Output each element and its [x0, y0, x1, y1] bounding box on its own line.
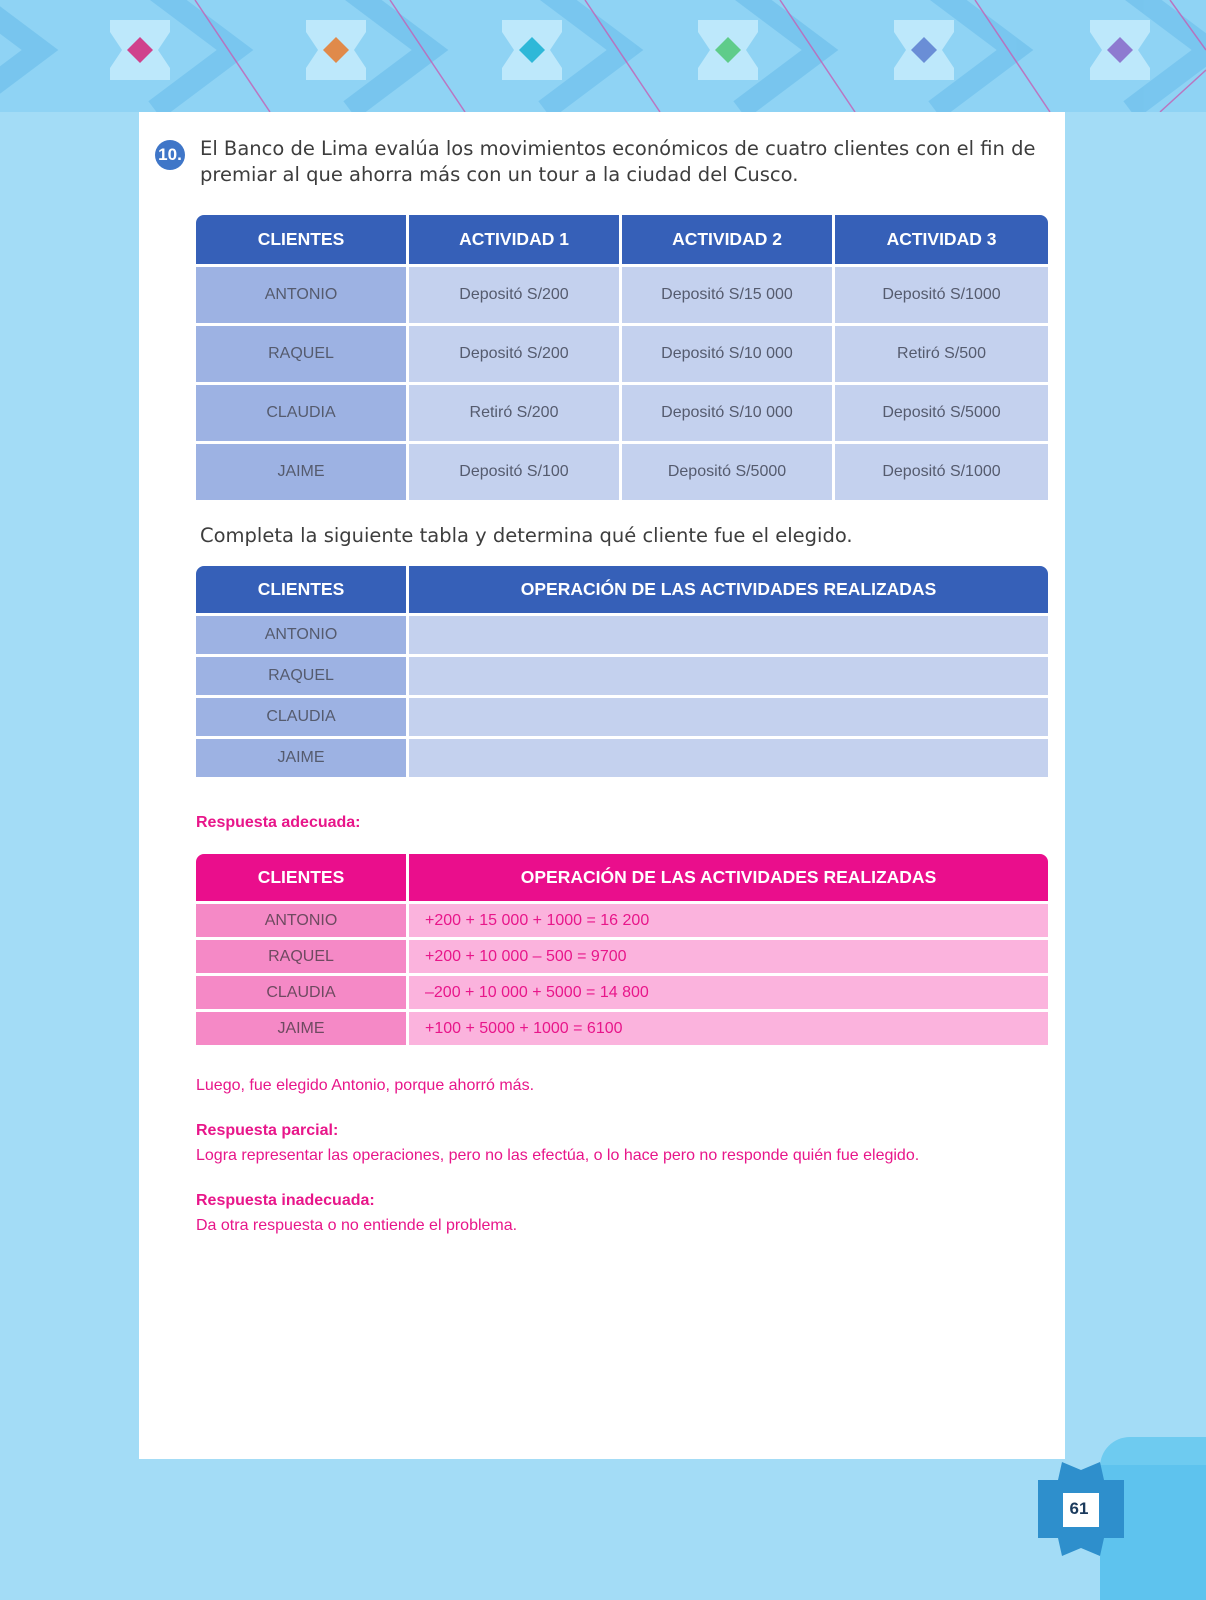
table-row: [196, 382, 1048, 441]
table-cell: Depositó S/10 000: [622, 323, 835, 382]
client-cell: RAQUEL: [196, 654, 409, 695]
table-row: [196, 441, 1048, 500]
answer-table: [196, 854, 1048, 1045]
table-row: [196, 323, 1048, 382]
movements-table: [196, 215, 1048, 500]
client-cell: ANTONIO: [196, 613, 409, 654]
client-cell: JAIME: [196, 441, 409, 500]
operations-table: [196, 566, 1048, 777]
client-cell: ANTONIO: [196, 901, 409, 937]
table-cell: Depositó S/10 000: [622, 382, 835, 441]
client-cell: JAIME: [196, 1009, 409, 1045]
inadequate-answer-label: Respuesta inadecuada:: [196, 1192, 375, 1209]
operation-cell[interactable]: [409, 695, 1048, 736]
table-row: [196, 654, 1048, 695]
question-text: El Banco de Lima evalúa los movimientos económicos de cuatro clientes con el fin de premiar al que ahorra más con un tour a la ciudad del Cusco.: [200, 137, 1036, 186]
table-header-row: [196, 566, 1048, 613]
client-cell: ANTONIO: [196, 264, 409, 323]
operation-cell: –200 + 10 000 + 5000 = 14 800: [409, 973, 1048, 1009]
column-header: OPERACIÓN DE LAS ACTIVIDADES REALIZADAS: [409, 566, 1048, 613]
client-cell: CLAUDIA: [196, 382, 409, 441]
operation-cell: +200 + 10 000 – 500 = 9700: [409, 937, 1048, 973]
client-cell: JAIME: [196, 736, 409, 777]
table-cell: Depositó S/15 000: [622, 264, 835, 323]
worksheet-page: [139, 112, 1065, 1459]
table-cell: Depositó S/5000: [835, 382, 1048, 441]
column-header: ACTIVIDAD 2: [622, 215, 835, 264]
table-row: [196, 1009, 1048, 1045]
table-row: [196, 613, 1048, 654]
inadequate-answer-text: Da otra respuesta o no entiende el problema.: [196, 1217, 518, 1234]
column-header: ACTIVIDAD 3: [835, 215, 1048, 264]
operation-cell: +100 + 5000 + 1000 = 6100: [409, 1009, 1048, 1045]
client-cell: CLAUDIA: [196, 973, 409, 1009]
partial-answer-text: Logra representar las operaciones, pero no las efectúa, o lo hace pero no responde quién fue elegido.: [196, 1147, 920, 1164]
column-header: CLIENTES: [196, 566, 409, 613]
client-cell: CLAUDIA: [196, 695, 409, 736]
column-header: CLIENTES: [196, 215, 409, 264]
table-cell: Depositó S/5000: [622, 441, 835, 500]
column-header: CLIENTES: [196, 854, 409, 901]
instruction-text: Completa la siguiente tabla y determina qué cliente fue el elegido.: [200, 524, 853, 547]
table-cell: Depositó S/100: [409, 441, 622, 500]
adequate-answer-label: Respuesta adecuada:: [196, 814, 361, 831]
operation-cell[interactable]: [409, 736, 1048, 777]
operation-cell: +200 + 15 000 + 1000 = 16 200: [409, 901, 1048, 937]
column-header: OPERACIÓN DE LAS ACTIVIDADES REALIZADAS: [409, 854, 1048, 901]
table-row: [196, 736, 1048, 777]
conclusion-text: Luego, fue elegido Antonio, porque ahorró más.: [196, 1077, 535, 1094]
table-row: [196, 973, 1048, 1009]
partial-answer-label: Respuesta parcial:: [196, 1122, 339, 1139]
column-header: ACTIVIDAD 1: [409, 215, 622, 264]
table-cell: Retiró S/500: [835, 323, 1048, 382]
client-cell: RAQUEL: [196, 937, 409, 973]
table-row: [196, 264, 1048, 323]
table-row: [196, 937, 1048, 973]
table-row: [196, 695, 1048, 736]
operation-cell[interactable]: [409, 613, 1048, 654]
table-row: [196, 901, 1048, 937]
page-number: 61: [1069, 1499, 1089, 1518]
table-cell: Depositó S/200: [409, 323, 622, 382]
question-number: 10.: [155, 140, 185, 170]
operation-cell[interactable]: [409, 654, 1048, 695]
client-cell: RAQUEL: [196, 323, 409, 382]
decorative-banner: [0, 0, 1206, 112]
table-header-row: [196, 854, 1048, 901]
table-cell: Retiró S/200: [409, 382, 622, 441]
table-cell: Depositó S/1000: [835, 264, 1048, 323]
table-cell: Depositó S/1000: [835, 441, 1048, 500]
table-header-row: [196, 215, 1048, 264]
table-cell: Depositó S/200: [409, 264, 622, 323]
